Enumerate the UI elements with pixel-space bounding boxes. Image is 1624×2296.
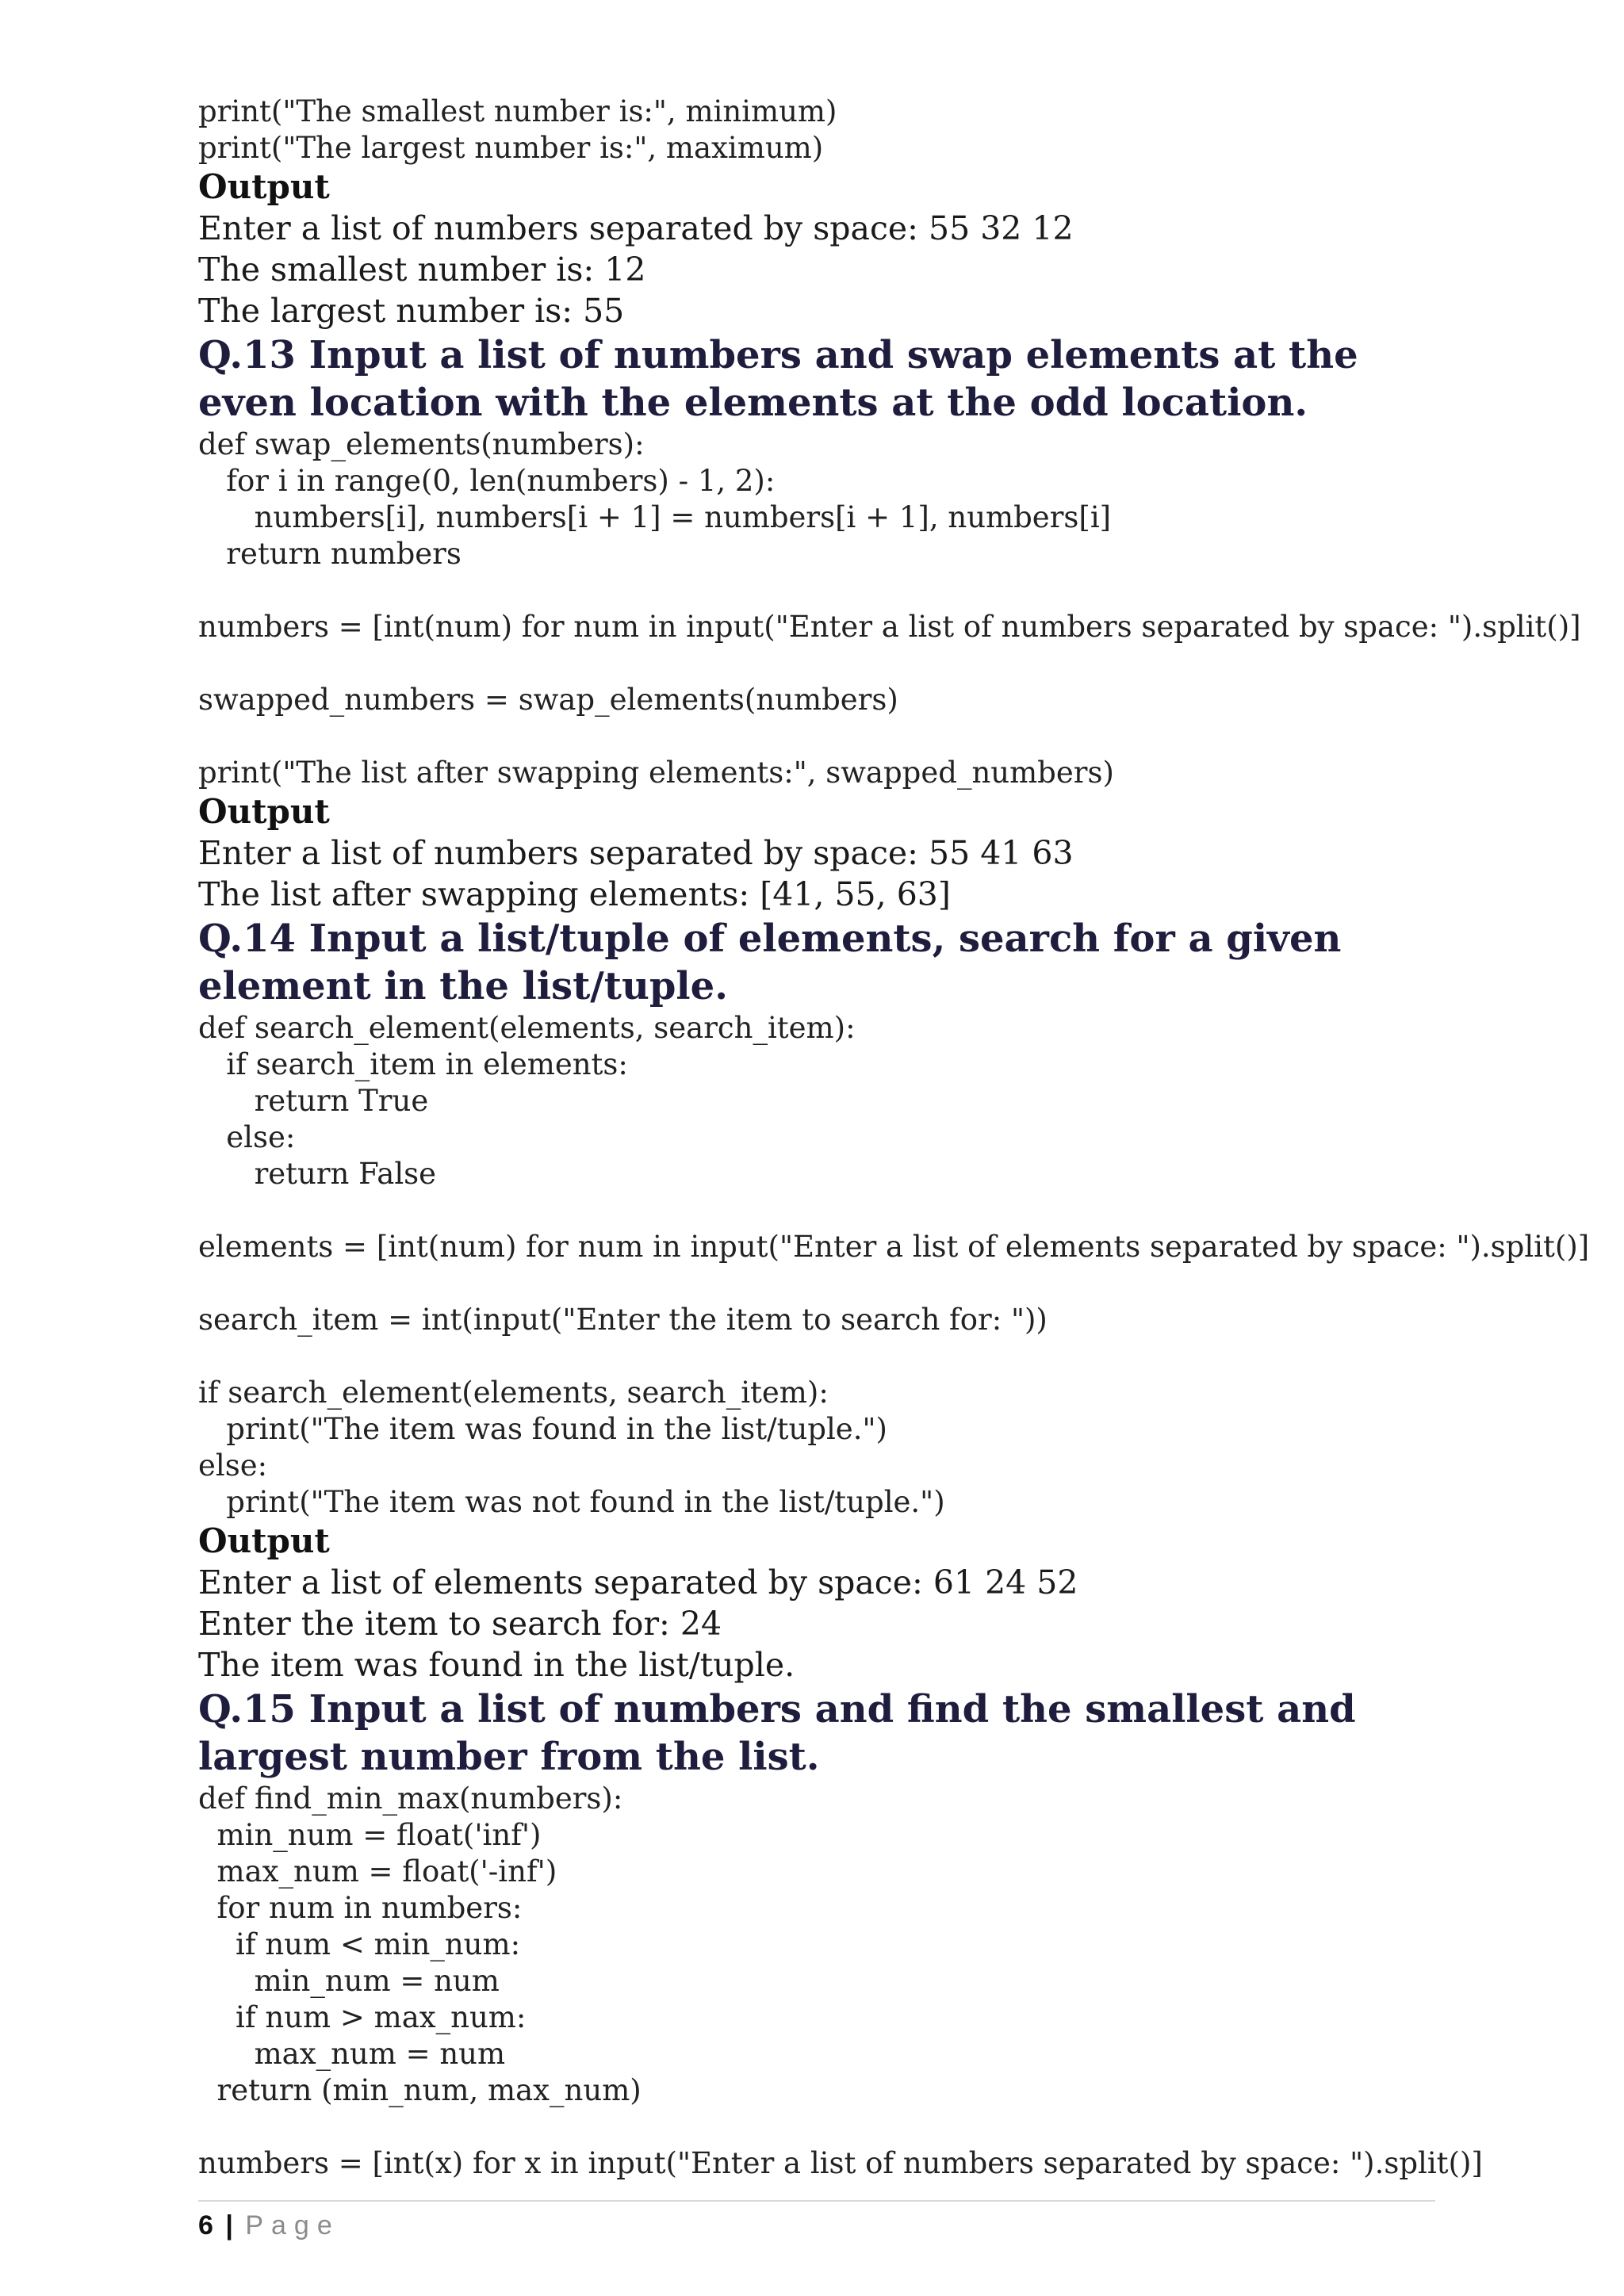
code-line: search_item = int(input("Enter the item to search for: ")) xyxy=(198,1303,1048,1337)
code-line: swapped_numbers = swap_elements(numbers) xyxy=(198,683,898,717)
code-line: else: xyxy=(198,1120,296,1154)
output-line: The largest number is: 55 xyxy=(198,292,625,330)
output-line: Enter the item to search for: 24 xyxy=(198,1605,722,1643)
footer-rule xyxy=(198,2200,1435,2202)
output-label: Output xyxy=(198,167,330,206)
code-line: else: xyxy=(198,1448,268,1483)
page-number: 6 xyxy=(198,2210,213,2241)
blank-line xyxy=(198,1265,1435,1302)
output-line: The item was found in the list/tuple. xyxy=(198,1646,795,1684)
code-line: numbers = [int(num) for num in input("Enter a list of numbers separated by space: ").split()] xyxy=(198,610,1581,644)
code-line: elements = [int(num) for num in input("Enter a list of elements separated by space: ").split()] xyxy=(198,1230,1590,1264)
code-line: def find_min_max(numbers): xyxy=(198,1781,623,1816)
blank-line xyxy=(198,718,1435,755)
code-line: print("The largest number is:", maximum) xyxy=(198,131,824,165)
code-line: if search_element(elements, search_item): xyxy=(198,1376,829,1410)
output-line: Enter a list of numbers separated by space: 55 32 12 xyxy=(198,209,1074,247)
code-line: numbers[i], numbers[i + 1] = numbers[i + 1], numbers[i] xyxy=(198,500,1112,534)
output-label: Output xyxy=(198,1521,330,1560)
document-body xyxy=(198,94,1590,2182)
code-line: return True xyxy=(198,1084,429,1118)
code-line: print("The smallest number is:", minimum) xyxy=(198,94,837,128)
blank-line xyxy=(198,1338,1435,1375)
code-line: if num < min_num: xyxy=(198,1927,521,1961)
code-line: return False xyxy=(198,1157,437,1191)
output-line: Enter a list of elements separated by space: 61 24 52 xyxy=(198,1563,1078,1601)
code-line: for num in numbers: xyxy=(198,1891,523,1925)
code-line: print("The item was not found in the list/tuple.") xyxy=(198,1485,945,1519)
code-line: print("The list after swapping elements:", swapped_numbers) xyxy=(198,756,1114,790)
blank-line xyxy=(198,645,1435,682)
code-line: min_num = float('inf') xyxy=(198,1818,542,1852)
output-line: The smallest number is: 12 xyxy=(198,251,646,289)
code-line: for i in range(0, len(numbers) - 1, 2): xyxy=(198,464,776,498)
code-line: def search_element(elements, search_item): xyxy=(198,1011,856,1045)
question-heading: Q.13 Input a list of numbers and swap elements at the even location with the elements at the odd location. xyxy=(198,333,1358,425)
code-line: max_num = float('-inf') xyxy=(198,1854,557,1888)
question-heading: Q.15 Input a list of numbers and find the smallest and largest number from the list. xyxy=(198,1687,1356,1779)
code-line: def swap_elements(numbers): xyxy=(198,427,645,461)
output-line: Enter a list of numbers separated by space: 55 41 63 xyxy=(198,834,1074,872)
code-line: min_num = num xyxy=(198,1964,500,1998)
blank-line xyxy=(198,2109,1435,2145)
code-line: if search_item in elements: xyxy=(198,1047,628,1081)
question-heading: Q.14 Input a list/tuple of elements, search for a given element in the list/tuple. xyxy=(198,916,1342,1008)
code-line: return numbers xyxy=(198,537,462,571)
output-label: Output xyxy=(198,792,330,831)
code-line: print("The item was found in the list/tuple.") xyxy=(198,1412,887,1446)
code-line: return (min_num, max_num) xyxy=(198,2073,642,2107)
page-footer xyxy=(198,2208,340,2243)
output-line: The list after swapping elements: [41, 55, 63] xyxy=(198,875,951,913)
code-line: numbers = [int(x) for x in input("Enter a list of numbers separated by space: ").split()] xyxy=(198,2146,1483,2180)
page-label: Page xyxy=(245,2210,340,2241)
code-line: if num > max_num: xyxy=(198,2000,527,2034)
blank-line xyxy=(198,1192,1435,1229)
code-line: max_num = num xyxy=(198,2037,506,2071)
blank-line xyxy=(198,572,1435,609)
page-separator: | xyxy=(225,2210,233,2241)
